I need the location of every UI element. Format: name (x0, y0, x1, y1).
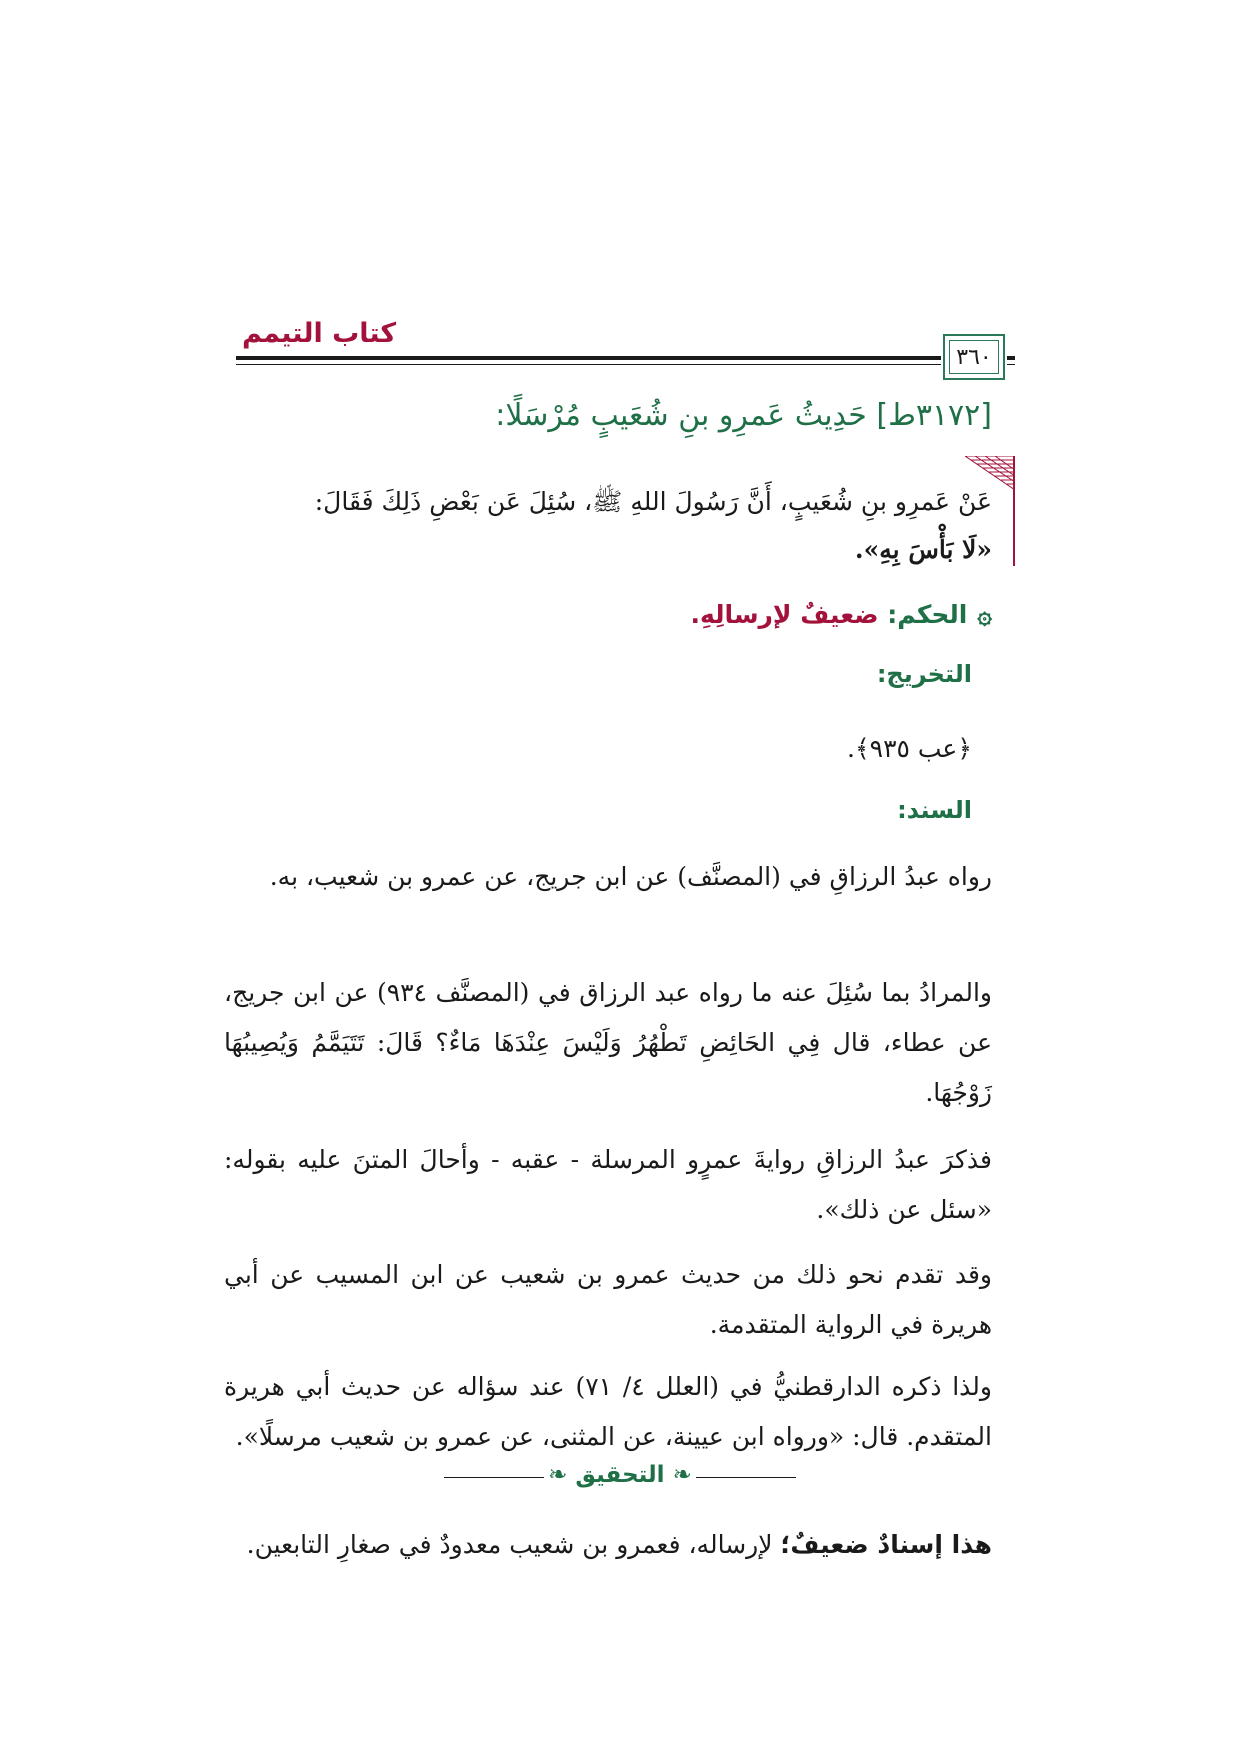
ornament-icon: ❧ (548, 1462, 576, 1488)
hadith-text: عَنْ عَمرِو بنِ شُعَيبٍ، أَنَّ رَسُولَ اللهِ ﷺ، سُئِلَ عَن بَعْضِ ذَلِكَ فَقَالَ: (314, 487, 992, 516)
hadith-body (234, 478, 992, 574)
tahqiq-title: التحقيق (575, 1462, 665, 1488)
hadith-quote: «لَا بَأْسَ بِهِ». (854, 535, 992, 564)
takhrij-heading: التخريج: (876, 660, 972, 688)
book-title: كتاب التيمم (242, 318, 397, 349)
tahqiq-heading (444, 1462, 796, 1488)
ruling-label: الحكم: (887, 600, 968, 629)
ruling-value: ضعيفٌ لإرسالِهِ. (690, 600, 879, 629)
sanad-heading: السند: (897, 796, 972, 824)
flower-icon: ۞ (977, 600, 992, 629)
tahqiq-text: لإرساله، فعمرو بن شعيب معدودٌ في صغارِ التابعين. (246, 1530, 781, 1559)
page-number: ٣٦٠ (949, 340, 999, 374)
tahqiq-lead: هذا إسنادٌ ضعيفٌ؛ (780, 1530, 992, 1559)
tahqiq-divider (444, 1462, 796, 1492)
sanad-paragraph: رواه عبدُ الرزاقِ في (المصنَّف) عن ابن جريج، عن عمرو بن شعيب، به. (269, 862, 992, 891)
header-rule-thin (236, 364, 1015, 365)
sanad-paragraph: فذكرَ عبدُ الرزاقِ روايةَ عمرٍو المرسلة - عقبه - وأحالَ المتنَ عليه بقوله: «سئل عن ذلك». (224, 1145, 992, 1224)
tahqiq-conclusion (224, 1530, 992, 1559)
hadith-heading: [٣١٧٢ط] حَدِيثُ عَمرِو بنِ شُعَيبٍ مُرْسَلًا: (495, 398, 992, 433)
header-rule-thick (236, 356, 1015, 360)
sanad-paragraph: والمرادُ بما سُئِلَ عنه ما رواه عبد الرزاق في (المصنَّف ٩٣٤) عن ابن جريج، عن عطاء، قال فِي الحَائِضِ تَطْهُرُ وَلَيْسَ عِنْدَهَا مَاءٌ؟ قَالَ: تَتَيَمَّمُ وَيُصِيبُهَا زَوْجُهَا. (224, 978, 992, 1107)
sanad-paragraph: وقد تقدم نحو ذلك من حديث عمرو بن شعيب عن ابن المسيب عن أبي هريرة في الرواية المتقدمة. (224, 1260, 992, 1339)
takhrij-reference: ﴿عب ٩٣٥﴾. (847, 734, 972, 763)
ruling-line (232, 600, 992, 629)
page-number-box (943, 334, 1005, 380)
ornament-icon: ❧ (664, 1462, 692, 1488)
sanad-paragraph: ولذا ذكره الدارقطنيُّ في (العلل ٤/ ٧١) عند سؤاله عن حديث أبي هريرة المتقدم. قال: «ورواه ابن عيينة، عن المثنى، عن عمرو بن شعيب مرسلًا». (224, 1372, 992, 1451)
